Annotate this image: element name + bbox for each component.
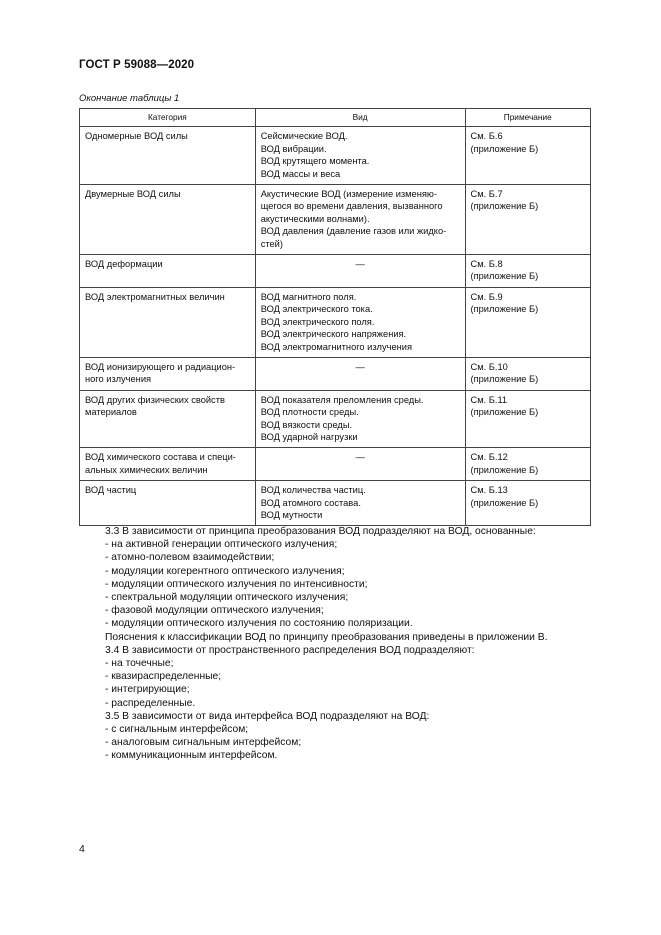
list-item: - коммуникационным интерфейсом. [105, 750, 278, 762]
table-row [80, 185, 591, 255]
cell-note [465, 357, 591, 390]
cell-kind-line: ВОД электрического напряжения. [260, 329, 407, 340]
cell-note [465, 287, 591, 357]
paragraph: 3.5 В зависимости от вида интерфейса ВОД подразделяют на ВОД: [105, 710, 430, 722]
cell-note-line: См. Б.11 [470, 394, 508, 405]
column-header-kind: Вид [255, 109, 465, 127]
cell-category-line: ВОД частиц [85, 485, 137, 496]
list-item: - спектральной модуляции оптического излучения; [105, 592, 349, 604]
cell-kind-line: ВОД электрического поля. [260, 316, 375, 327]
cell-note-line: (приложение Б) [470, 464, 539, 475]
cell-kind-line: ВОД электрического тока. [260, 304, 373, 315]
cell-note [465, 448, 591, 481]
cell-category-line: ВОД деформации [85, 259, 163, 270]
column-header-category: Категория [80, 109, 256, 127]
cell-kind-line: ВОД показателя преломления среды. [260, 394, 424, 405]
cell-category [80, 287, 256, 357]
cell-category-line: Одномерные ВОД силы [85, 131, 188, 142]
cell-note-line: (приложение Б) [470, 374, 539, 385]
cell-note-line: См. Б.6 [470, 131, 503, 142]
paragraph: 3.4 В зависимости от пространственного распределения ВОД подразделяют: [105, 644, 475, 656]
cell-kind-line: ВОД количества частиц. [260, 485, 366, 496]
cell-kind [255, 255, 465, 288]
cell-category-line: ного излучения [85, 374, 152, 385]
cell-category-line: альных химических величин [85, 464, 208, 475]
list-item: - фазовой модуляции оптического излучения; [105, 605, 324, 617]
list-item: - с сигнальным интерфейсом; [105, 724, 249, 736]
cell-note-line: (приложение Б) [470, 201, 539, 212]
list-item: - распределенные. [105, 697, 196, 709]
cell-note [465, 127, 591, 185]
cell-category [80, 481, 256, 526]
cell-category [80, 185, 256, 255]
list-item: - модуляции оптического излучения по интенсивности; [105, 578, 368, 590]
cell-note-line: См. Б.9 [470, 291, 503, 302]
cell-note-line: (приложение Б) [470, 271, 539, 282]
cell-kind-line: ВОД вязкости среды. [260, 419, 353, 430]
cell-kind-line: ВОД вибрации. [260, 143, 327, 154]
classification-table [79, 108, 591, 526]
paragraph: 3.3 В зависимости от принципа преобразования ВОД подразделяют на ВОД, основанные: [105, 526, 536, 537]
document-number: ГОСТ Р 59088—2020 [79, 59, 195, 71]
cell-kind-line: ВОД мутности [260, 509, 323, 520]
cell-category-line: ВОД ионизирующего и радиацион- [85, 361, 236, 372]
list-item: - на активной генерации оптического излучения; [105, 539, 338, 551]
cell-kind-line: ВОД ударной нагрузки [260, 431, 358, 442]
cell-kind-line: ВОД электромагнитного излучения [260, 341, 412, 352]
cell-kind-line: ВОД атомного состава. [260, 497, 361, 508]
cell-kind [255, 448, 465, 481]
cell-note-line: (приложение Б) [470, 143, 539, 154]
cell-note-line: См. Б.13 [470, 485, 508, 496]
cell-category-line: Двумерные ВОД силы [85, 189, 181, 200]
paragraph: Пояснения к классификации ВОД по принципу преобразования приведены в приложении В. [105, 631, 548, 643]
list-item: - атомно-полевом взаимодействии; [105, 552, 275, 564]
column-header-note: Примечание [465, 109, 591, 127]
table-row [80, 255, 591, 288]
cell-kind [255, 357, 465, 390]
cell-note-line: (приложение Б) [470, 497, 539, 508]
list-item: - модуляции оптического излучения по состоянию поляризации. [105, 618, 413, 630]
cell-kind-line: ВОД давления (давление газов или жидко- [260, 226, 447, 237]
table-row [80, 481, 591, 526]
table-row [80, 287, 591, 357]
cell-kind-line: ВОД магнитного поля. [260, 291, 357, 302]
cell-note-line: (приложение Б) [470, 304, 539, 315]
table-row [80, 390, 591, 448]
table-row [80, 357, 591, 390]
cell-kind-line: — [355, 452, 365, 463]
cell-category [80, 390, 256, 448]
cell-note [465, 185, 591, 255]
cell-category [80, 255, 256, 288]
cell-note [465, 390, 591, 448]
cell-kind [255, 127, 465, 185]
cell-note-line: См. Б.12 [470, 452, 508, 463]
cell-note-line: См. Б.7 [470, 189, 503, 200]
cell-kind-line: Акустические ВОД (измерение изменяю- [260, 189, 437, 200]
cell-kind [255, 390, 465, 448]
table-row [80, 127, 591, 185]
cell-note-line: (приложение Б) [470, 407, 539, 418]
list-item: - на точечные; [105, 658, 174, 670]
cell-category [80, 448, 256, 481]
cell-kind-line: стей) [260, 238, 283, 249]
cell-category-line: материалов [85, 407, 137, 418]
list-item: - интегрирующие; [105, 684, 190, 696]
list-item: - аналоговым сигнальным интерфейсом; [105, 737, 302, 749]
cell-kind-line: — [355, 361, 365, 372]
table-caption: Окончание таблицы 1 [79, 93, 180, 104]
cell-kind-line: акустическими волнами). [260, 213, 370, 224]
cell-kind-line: Сейсмические ВОД. [260, 131, 348, 142]
cell-category [80, 357, 256, 390]
cell-kind-line: ВОД крутящего момента. [260, 156, 370, 167]
cell-kind-line: ВОД плотности среды. [260, 407, 359, 418]
cell-note-line: См. Б.8 [470, 259, 503, 270]
list-item: - модуляции когерентного оптического излучения; [105, 565, 345, 577]
cell-category-line: ВОД других физических свойств [85, 394, 225, 405]
cell-kind [255, 287, 465, 357]
cell-category-line: ВОД химического состава и специ- [85, 452, 236, 463]
table-header-row [80, 109, 591, 127]
cell-note-line: См. Б.10 [470, 361, 508, 372]
body-text [105, 525, 595, 763]
cell-note [465, 481, 591, 526]
cell-category [80, 127, 256, 185]
cell-kind [255, 481, 465, 526]
cell-kind [255, 185, 465, 255]
list-item: - квазираспределенные; [105, 671, 222, 683]
table-row [80, 448, 591, 481]
cell-kind-line: — [355, 259, 365, 270]
cell-note [465, 255, 591, 288]
cell-kind-line: щегося во времени давления, вызванного [260, 201, 443, 212]
cell-kind-line: ВОД массы и веса [260, 168, 341, 179]
page-number: 4 [79, 843, 85, 855]
cell-category-line: ВОД электромагнитных величин [85, 291, 225, 302]
